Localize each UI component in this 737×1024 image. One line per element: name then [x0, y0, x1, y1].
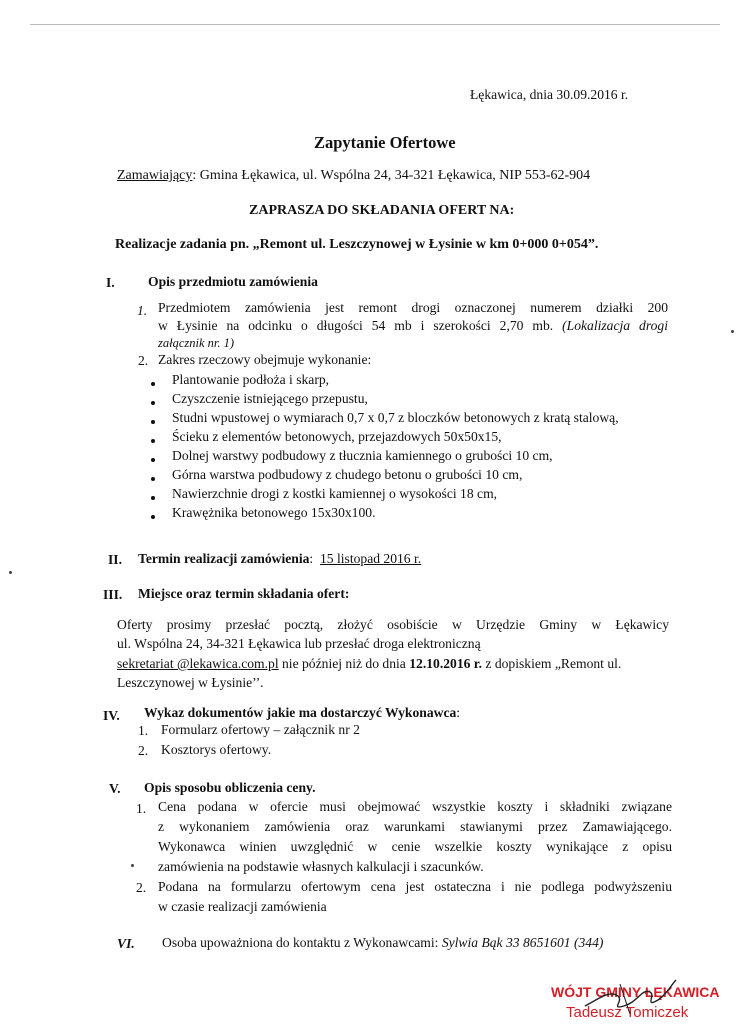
section-5-item-2-line-1: Podana na formularzu ofertowym cena jest ostateczna i nie podlega podwyższeniu	[158, 879, 672, 894]
section-5-item-2-line-2: w czasie realizacji zamówienia	[158, 899, 327, 914]
scope-item-7: Nawierzchnie drogi z kostki kamiennej o wysokości 18 cm,	[172, 486, 498, 501]
section-4-number: IV.	[103, 708, 120, 723]
section-5-number: V.	[109, 781, 121, 796]
stamp-name: Tadeusz Tomiczek	[566, 1004, 689, 1021]
document-title: Zapytanie Ofertowe	[314, 133, 456, 152]
scan-edge-line	[30, 24, 720, 25]
scope-item-6: Górna warstwa podbudowy z chudego betonu o grubości 10 cm,	[172, 467, 523, 482]
bullet-dot	[151, 420, 155, 424]
section-5-title: Opis sposobu obliczenia ceny.	[144, 780, 316, 795]
section-5-item-1-line-3: Wykonawca winien uwzględnić w cenie wszelkie koszty wynikające z opisu	[158, 839, 672, 854]
place-date: Łękawica, dnia 30.09.2016 r.	[470, 87, 629, 102]
section-5-item-1-line-4: zamówienia na podstawie własnych kalkulacji i szacunków.	[158, 859, 484, 874]
bullet-dot	[151, 401, 155, 405]
scan-speck	[9, 571, 12, 574]
section-1-item-2-text: Zakres rzeczowy obejmuje wykonanie:	[158, 352, 372, 367]
bullet-dot	[151, 477, 155, 481]
section-6-number: VI.	[117, 936, 135, 951]
section-3-title: Miejsce oraz termin składania ofert:	[138, 586, 350, 601]
section-3-line-3	[117, 656, 621, 672]
email-link[interactable]: sekretariat @lekawica.com.pl	[117, 656, 279, 671]
doc-item-2-number: 2.	[138, 743, 149, 758]
section-5-item-2-number: 2.	[136, 880, 147, 895]
scan-speck	[731, 330, 734, 333]
section-1-item-1-number: 1.	[137, 303, 148, 318]
bullet-dot	[151, 458, 155, 462]
section-4-line	[144, 705, 460, 721]
section-5-item-1-line-1: Cena podana w ofercie musi obejmować wszystkie koszty i składniki związane	[158, 799, 672, 814]
doc-item-2: Kosztorys ofertowy.	[161, 742, 272, 757]
section-3-line-3-end: z dopiskiem „Remont ul.	[482, 656, 622, 671]
contact-person: Sylwia Bąk 33 8651601 (344)	[441, 935, 604, 950]
section-6-line	[162, 935, 603, 951]
stamp-office: WÓJT GMINY ŁĘKAWICA	[551, 984, 720, 1000]
section-2-line	[138, 551, 421, 567]
section-3-line-3-mid: nie później niż do dnia	[278, 656, 410, 671]
section-1-item-1-line-1: Przedmiotem zamówienia jest remont drogi oznaczonej numerem działki 200	[158, 300, 668, 315]
section-2-title: Termin realizacji zamówienia	[138, 551, 310, 566]
bullet-dot	[151, 515, 155, 519]
location-note-b: załącznik nr. 1)	[158, 336, 235, 350]
scope-item-4: Ścieku z elementów betonowych, przejazdowych 50x50x15,	[172, 429, 502, 444]
bullet-dot	[151, 496, 155, 500]
bullet-dot	[151, 439, 155, 443]
offer-deadline: 12.10.2016 r.	[409, 656, 482, 671]
orderer-label: Zamawiający	[117, 168, 193, 183]
bullet-dot	[151, 382, 155, 386]
section-6-text: Osoba upoważniona do kontaktu z Wykonawcami:	[162, 935, 442, 950]
section-3-number: III.	[103, 587, 123, 602]
orderer-line	[117, 168, 590, 184]
section-1-title: Opis przedmiotu zamówienia	[148, 274, 318, 289]
section-2-colon: :	[309, 551, 314, 566]
scan-speck	[131, 864, 134, 867]
scope-item-1: Plantowanie podłoża i skarp,	[172, 372, 330, 387]
section-4-colon: :	[456, 705, 461, 720]
invite-heading: ZAPRASZA DO SKŁADANIA OFERT NA:	[249, 203, 515, 218]
section-1-number: I.	[106, 275, 115, 290]
completion-date: 15 listopad 2016 r.	[319, 551, 422, 566]
section-3-line-1: Oferty prosimy przesłać pocztą, złożyć osobiście w Urzędzie Gminy w Łękawicy	[117, 617, 669, 632]
signature-scribble	[580, 970, 680, 1020]
section-2-number: II.	[108, 552, 122, 567]
section-4-title: Wykaz dokumentów jakie ma dostarczyć Wykonawca	[144, 705, 457, 720]
section-3-line-4: Leszczynowej w Łysinie’’.	[117, 675, 264, 690]
location-note-a: (Lokalizacja drogi	[562, 318, 668, 333]
section-5-item-1-line-2: z wykonaniem zamówienia oraz warunkami stawianymi przez Zamawiającego.	[158, 819, 672, 834]
scope-item-8: Krawężnika betonowego 15x30x100.	[172, 505, 376, 520]
section-1-item-1-line-2	[158, 318, 668, 334]
orderer-text: : Gmina Łękawica, ul. Wspólna 24, 34-321 Łękawica, NIP 553-62-904	[192, 168, 591, 183]
section-3-line-2: ul. Wspólna 24, 34-321 Łękawica lub przesłać droga elektroniczną	[117, 636, 481, 651]
scope-item-5: Dolnej warstwy podbudowy z tłucznia kamiennego o grubości 10 cm,	[172, 448, 553, 463]
section-1-item-1-line-2-text: w Łysinie na odcinku o długości 54 mb i szerokości 2,70 mb.	[158, 318, 554, 333]
doc-item-1: Formularz ofertowy – załącznik nr 2	[161, 722, 360, 737]
section-1-item-2-number: 2.	[138, 353, 149, 368]
scope-item-3: Studni wpustowej o wymiarach 0,7 x 0,7 z bloczków betonowych z kratą stalową,	[172, 410, 619, 425]
doc-item-1-number: 1.	[138, 723, 149, 738]
scope-item-2: Czyszczenie istniejącego przepustu,	[172, 391, 368, 406]
section-5-item-1-number: 1.	[136, 801, 147, 816]
task-title: Realizacje zadania pn. „Remont ul. Leszczynowej w Łysinie w km 0+000 0+054”.	[115, 237, 599, 252]
